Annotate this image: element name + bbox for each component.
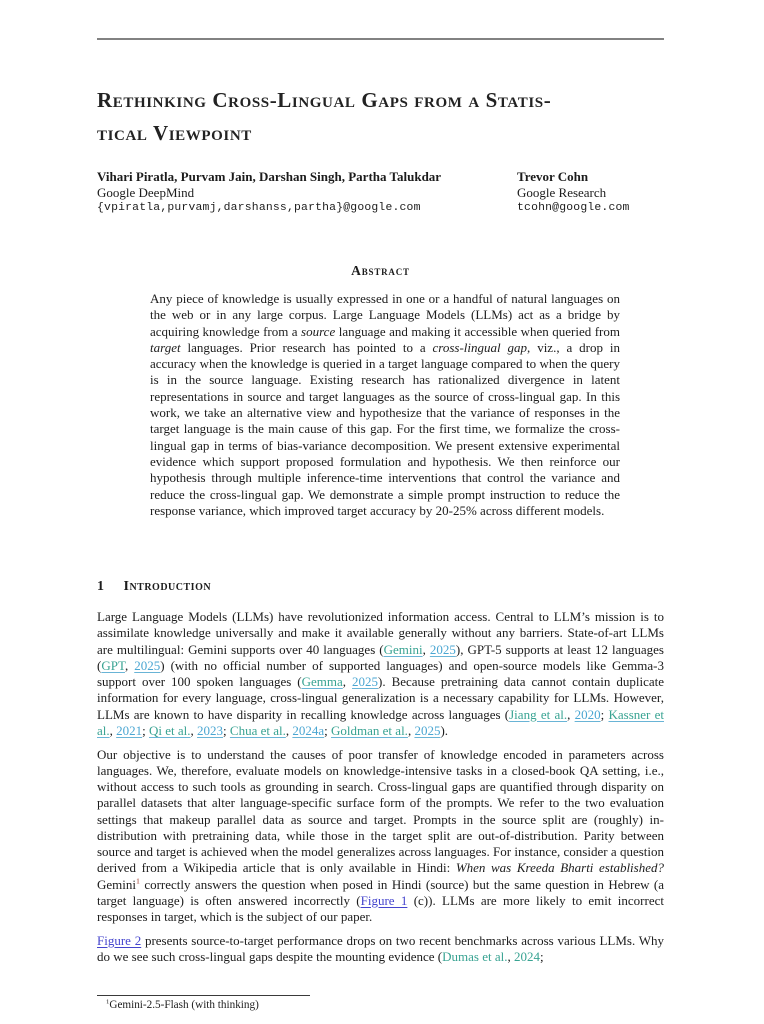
text-run: Our objective is to understand the causes of poor transfer of knowledge encoded in parameters across languages. We, therefore, evaluate models on knowledge-intensive tasks in a closed-book QA setting, i.e., without access to such tools as grounding in search. Cross-lingual gaps are quantified through disparity on parallel datasets that alter language-specific surface form of the prompts. We refer to the two evaluation settings that makeup parallel data as source and target. Prompts in the source split are (roughly) in-distribution with pretraining data, while those in the target split are out-of-distribution. Parity between source and target is achieved when the model generalizes across languages. For instance, consider a question derived from a Wikipedia article that is only available in Hindi: bbox=[97, 746, 664, 876]
author-affiliation-right: Google Research bbox=[517, 184, 607, 200]
citation-link[interactable]: GPT bbox=[101, 657, 125, 673]
author-email-right[interactable]: tcohn@google.com bbox=[517, 202, 630, 214]
text-run: language and making it accessible when queried from bbox=[335, 323, 620, 339]
intro-paragraph-3 bbox=[97, 933, 664, 966]
author-names-left: Vihari Piratla, Purvam Jain, Darshan Singh, Partha Talukdar bbox=[97, 169, 442, 184]
author-email-left[interactable]: {vpiratla,purvamj,darshanss,partha}@google.com bbox=[97, 202, 421, 214]
citation-link[interactable]: Gemma bbox=[301, 674, 343, 689]
author-column-left bbox=[97, 169, 517, 217]
figure-ref-link[interactable]: Figure 2 bbox=[97, 932, 142, 948]
text-run: ; bbox=[539, 949, 544, 964]
text-run: ; bbox=[223, 722, 230, 738]
citation-year-link[interactable]: 2023 bbox=[197, 722, 224, 738]
citation-link[interactable]: Jiang et al. bbox=[509, 706, 568, 722]
text-run: , viz., a drop in accuracy when the knowledge is queried in a target language compared to when the query is in the source language. Existing research has rationalized divergence in latent representations in source and target languages as the source of cross-lingual gap. In this work, we take an alternative view and hypothesize that the variance of responses in the target language is the main cause of this gap. For the first time, we formalize the cross-lingual gap in terms of bias-variance decomposition. We present extensive experimental evidence which support proposed formulation and hypothesis. We then reinforce our hypothesis through multiple inference-time interventions that control the variance and reduce the cross-lingual gap. We demonstrate a simple prompt instruction to reduce the response variance, which improved target accuracy by 20-25% across different models. bbox=[150, 339, 620, 518]
text-run: , bbox=[567, 706, 575, 722]
citation-year-link[interactable]: 2021 bbox=[116, 722, 143, 738]
citation-link[interactable]: Qi et al. bbox=[149, 722, 191, 738]
text-run: ; bbox=[324, 722, 332, 738]
footnote-rule bbox=[97, 995, 310, 996]
text-run: , bbox=[507, 949, 514, 964]
footnote-text bbox=[97, 999, 664, 1012]
author-affiliation-left: Google DeepMind bbox=[97, 184, 195, 200]
citation-year-link[interactable]: 2024a bbox=[292, 722, 325, 738]
citation-link[interactable]: Chua et al. bbox=[229, 722, 286, 738]
intro-paragraph-1 bbox=[97, 609, 664, 739]
section-title: Introduction bbox=[123, 579, 212, 594]
paper-title-line2: tical Viewpoint bbox=[97, 121, 252, 145]
footnote-marker: 1 bbox=[106, 998, 110, 1006]
italic-text-run: cross-lingual gap bbox=[432, 339, 528, 355]
paper-title-line1: Rethinking Cross-Lingual Gaps from a Statis- bbox=[97, 88, 552, 112]
citation-link[interactable]: Goldman et al. bbox=[331, 722, 408, 738]
text-run: , bbox=[124, 657, 135, 673]
text-run: languages. Prior research has pointed to a bbox=[180, 339, 433, 355]
section-number: 1 bbox=[97, 579, 105, 594]
author-block bbox=[97, 169, 664, 217]
text-run: , bbox=[285, 722, 293, 738]
text-run: (c)). LLMs are more likely to emit incorrect responses in target, which is the subject of our paper. bbox=[97, 892, 664, 924]
author-column-right bbox=[517, 169, 630, 217]
text-run: correctly answers the question when posed in Hindi (source) but the same question in Hebrew (a target language) is often answered incorrectly ( bbox=[97, 876, 664, 908]
footnote-marker-link[interactable]: 1 bbox=[136, 876, 140, 886]
italic-text-run: target bbox=[150, 339, 181, 355]
citation-year-link[interactable]: 2025 bbox=[429, 641, 456, 657]
text-run: ; bbox=[142, 722, 150, 738]
citation-link[interactable]: Dumas et al. bbox=[442, 949, 508, 964]
italic-text-run: source bbox=[301, 323, 336, 339]
citation-year-link[interactable]: 2025 bbox=[352, 674, 379, 689]
citation-year-link[interactable]: 2025 bbox=[414, 722, 441, 738]
abstract-heading: Abstract bbox=[351, 263, 410, 278]
figure-ref-link[interactable]: Figure 1 bbox=[360, 892, 408, 908]
header-rule bbox=[97, 38, 664, 40]
text-run: , bbox=[190, 722, 198, 738]
text-run: , bbox=[342, 674, 353, 689]
italic-text-run: When was Kreeda Bharti established? bbox=[455, 860, 664, 876]
text-run: ). Because pretraining data cannot contain duplicate information for every language, cross-lingual generalization is a necessary capability for LLMs. However, LLMs are known to have disparity in recalling knowledge across languages ( bbox=[97, 674, 665, 722]
text-run: , bbox=[407, 722, 415, 738]
citation-link[interactable]: Gemini bbox=[383, 641, 423, 657]
text-run: Gemini-2.5-Flash (with thinking) bbox=[109, 999, 259, 1011]
paper-title bbox=[97, 84, 672, 150]
text-run: ; bbox=[600, 706, 609, 722]
intro-paragraph-2 bbox=[97, 747, 664, 926]
text-run: Any piece of knowledge is usually expressed in one or a handful of natural languages on the web or in any large corpus. Large Language Models (LLMs) act as a bridge by acquiring knowledge from a bbox=[150, 291, 620, 339]
citation-link[interactable]: Kassner et al. bbox=[97, 706, 664, 738]
text-run: presents source-to-target performance drops on two recent benchmarks across various LLMs. Why do we see such cross-lingual gaps despite the mounting evidence ( bbox=[97, 932, 665, 964]
text-run: Gemini bbox=[97, 876, 136, 892]
footnote-block bbox=[97, 995, 664, 1012]
citation-year-link[interactable]: 2020 bbox=[574, 706, 601, 722]
section-1-heading bbox=[97, 579, 664, 595]
citation-year-link[interactable]: 2024 bbox=[513, 949, 540, 964]
text-run: ), GPT-5 supports at least 12 languages ( bbox=[97, 641, 664, 673]
text-run: , bbox=[422, 641, 430, 657]
author-names-right: Trevor Cohn bbox=[517, 169, 589, 184]
text-run: ) (with no official number of supported languages) and open-source models like Gemma-3 support over 100 spoken languages ( bbox=[97, 657, 665, 689]
abstract-text bbox=[150, 291, 620, 519]
text-run: , bbox=[109, 722, 117, 738]
text-run: ). bbox=[440, 722, 449, 738]
introduction-body bbox=[97, 609, 664, 973]
citation-year-link[interactable]: 2025 bbox=[134, 657, 161, 673]
text-run: Large Language Models (LLMs) have revolutionized information access. Central to LLM’s mission is to assimilate knowledge universally and make it available generally without any barriers. State-of-art LLMs are multilingual: Gemini supports over 40 languages ( bbox=[97, 609, 664, 657]
